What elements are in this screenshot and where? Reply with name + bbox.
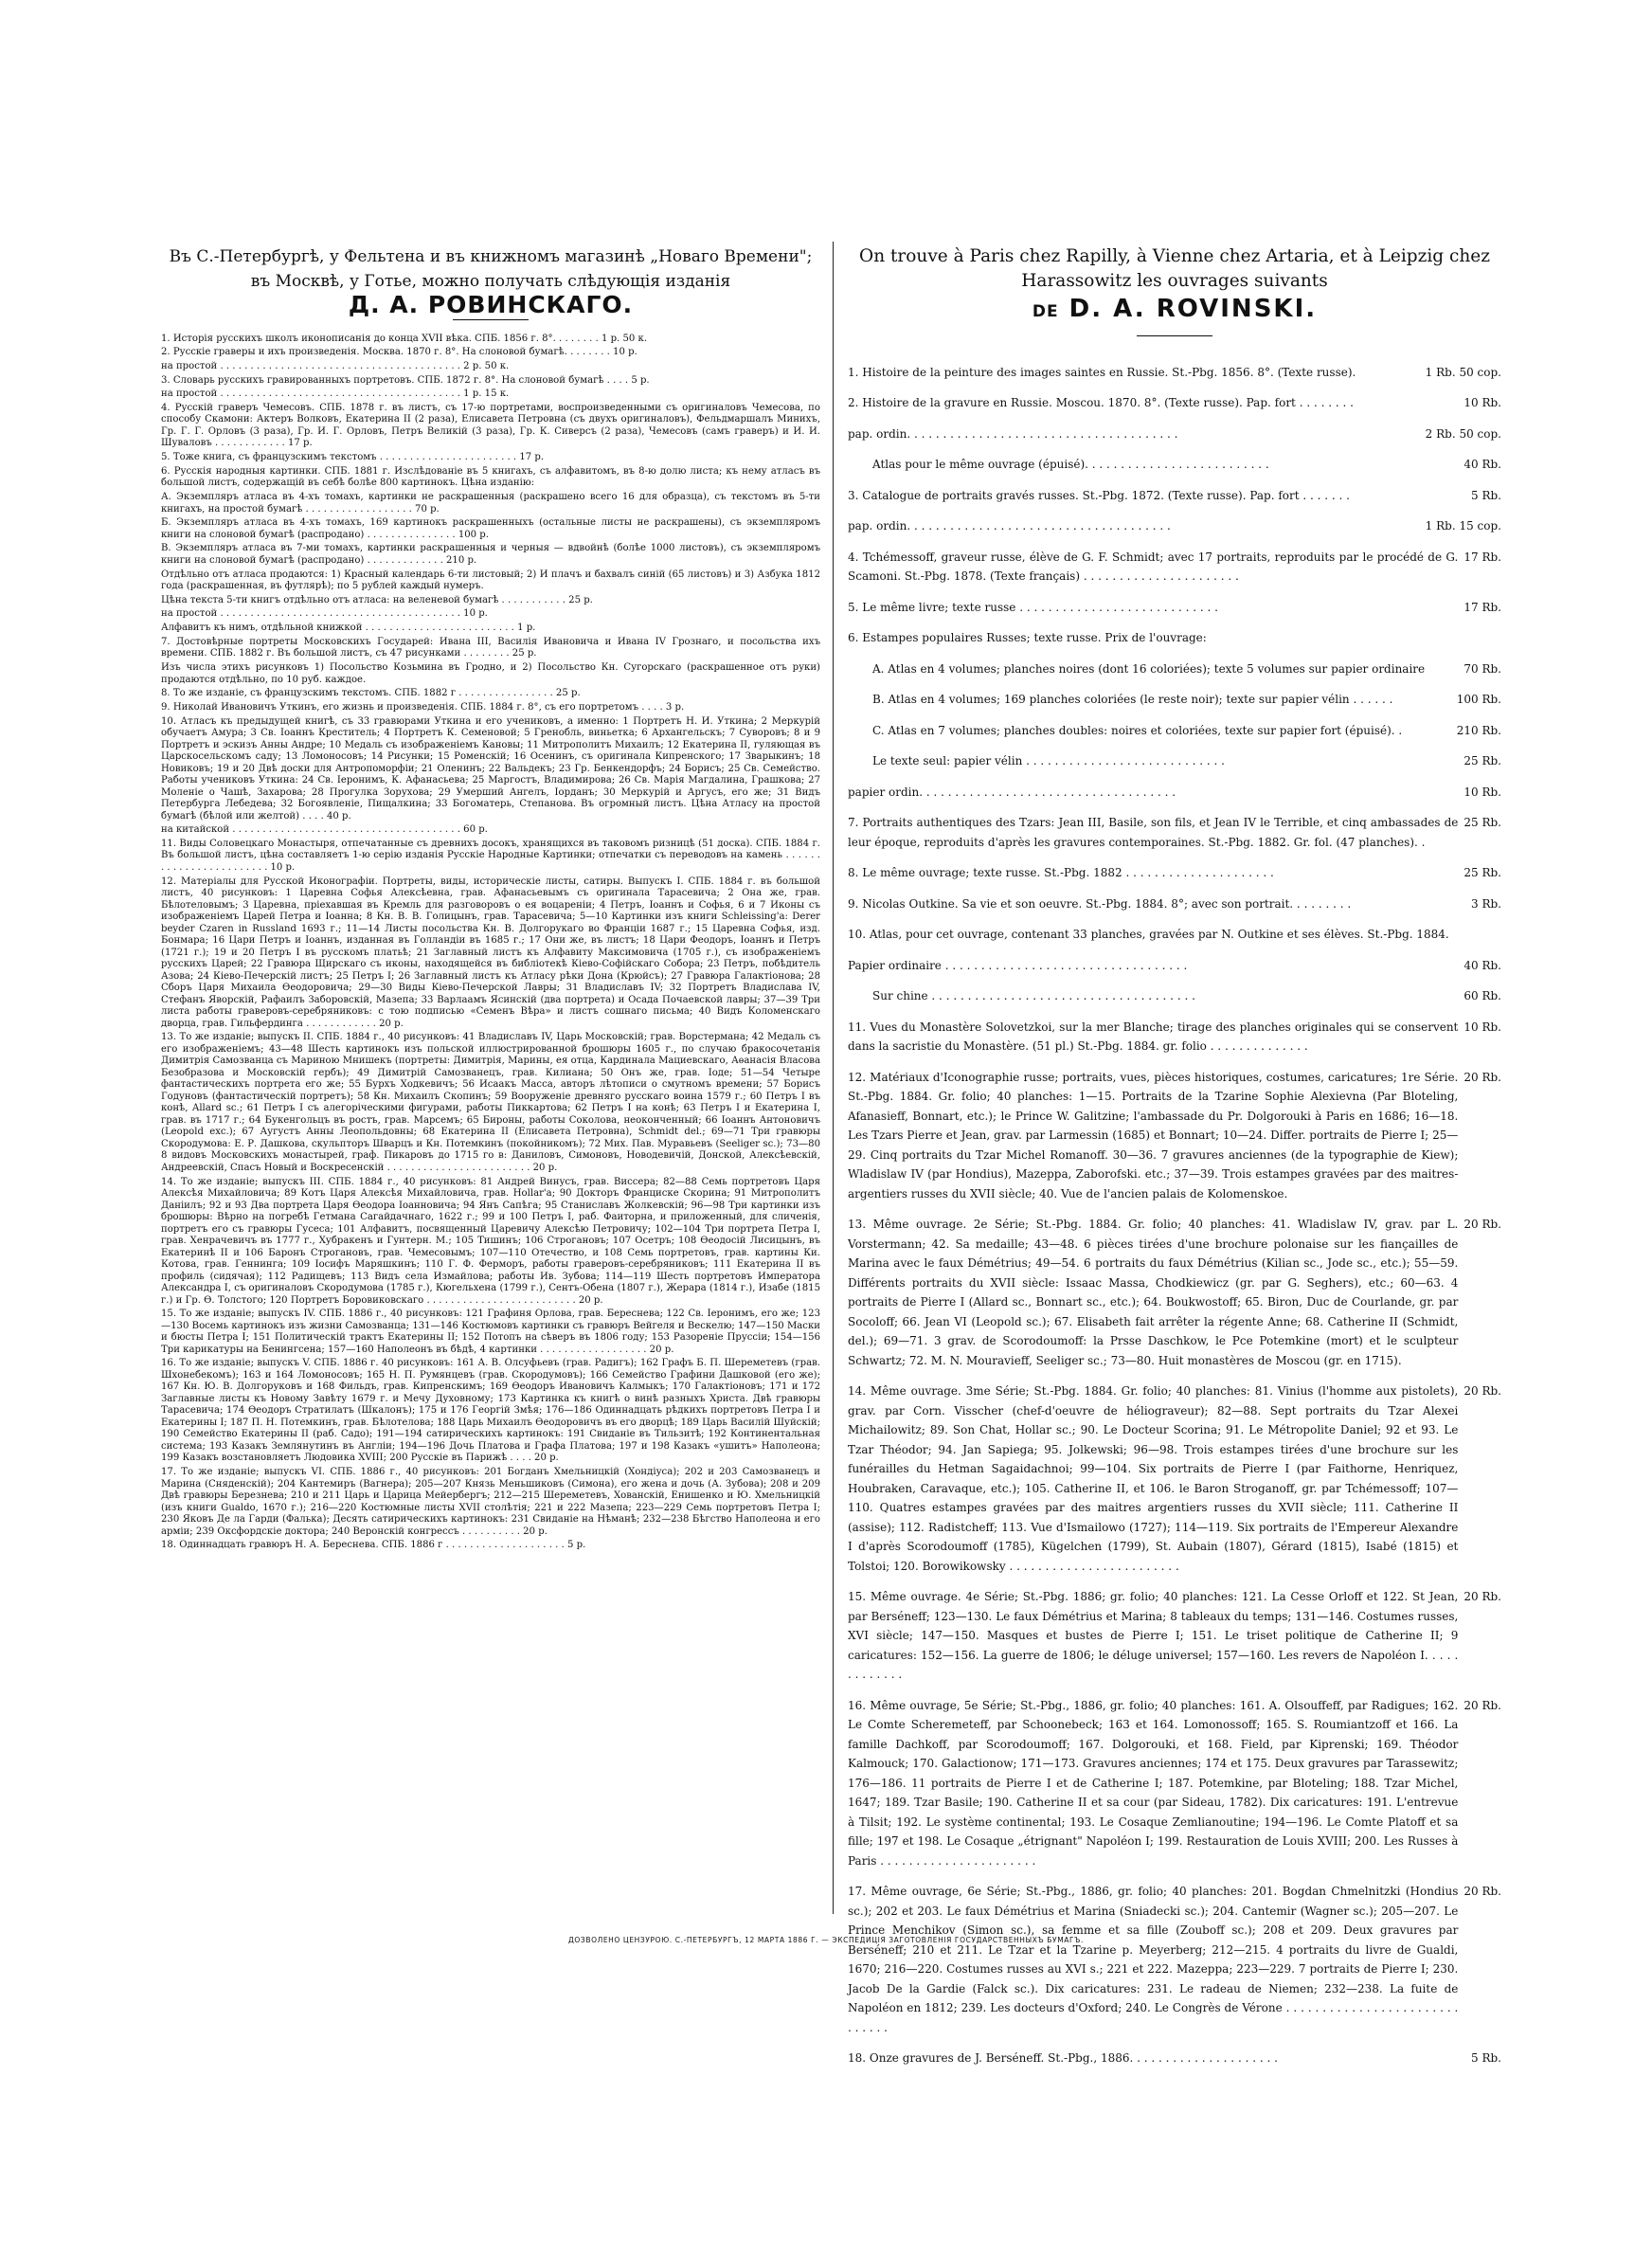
list-item <box>848 751 1501 771</box>
entry-price: 20 Rb. <box>1463 1590 1501 1603</box>
list-item: на простой . . . . . . . . . . . . . . . . . . . . . . . . . . . . . . . . . . . . . . . . 1 р. 15 к. <box>161 388 510 400</box>
list-item <box>848 1068 1501 1204</box>
list-item: 15. То же изданіе; выпускъ IV. СПБ. 1886 г., 40 рисунковъ: 121 Графиня Орлова, грав. Береснева; 122 Св. Іеронимъ, его же; 123—130 Восемь картинокъ изъ жизни Самозванца; 131—146 Костюмовъ картинки съ гравюръ Вейгеля и Вескелю; 147—150 Маски и бюсты Петра I; 151 Политическій трактъ Екатерины II; 152 Потопъ на сѣверъ въ 1806 году; 153 Разореніе Пруссіи; 154—156 Три карикатуры на Бенингсена; 157—160 Наполеонъ въ бѣдѣ, 4 картинки . . . . . . . . . . . . . . . . . . 20 р. <box>161 1309 820 1355</box>
list-item: Б. Экземпляръ атласа въ 4-хъ томахъ, 169 картинокъ раскрашенныхъ (остальные листы не раскрашены), съ экземпляромъ книги на слоновой бумагѣ (распродано) . . . . . . . . . . . . . . . 100 р. <box>161 517 820 540</box>
list-item <box>848 1381 1501 1576</box>
column-divider <box>833 242 834 1914</box>
entry-text: 14. Même ouvrage. 3me Série; St.-Pbg. 1884. Gr. folio; 40 planches: 81. Vinius (l'homme aux pistolets), grav. par Corn. Visscher (chef-d'oeuvre de héliograveur); 82—88. Sept portraits du Tzar Alexei Michailowitz; 89. Son Chat, Hollar sc.; 90. Le Docteur Scorina; 91. Le Métropolite Daniel; 92 et 93. Le Tzar Théodor; 94. Jan Sapiega; 95. Jolkewski; 96—98. Trois estampes tirées d'une brochure sur les funérailles du Hetman Sagaidachnoi; 99—104. Six portraits de Pierre I (par Faithorne, Henriquez, Houbraken, Caravaque, etc.); 105. Catherine II, et 106. le Baron Stroganoff, gr. par Tchémessoff; 107—110. Quatres estampes gravées par des maitres argentiers russes du XVII siècle; 111. Catherine II (assise); 112. Radistcheff; 113. Vue d'Ismailowo (1727); 114—119. Six portraits de l'Empereur Alexandre I d'après Scorodoumoff (1785), Kügelchen (1799), St. Aubain (1807), Gérard (1815), Isabé (1815) et Tolstoi; 120. Borowikowsky . . . . . . . . . . . . . . . . . . . . . . . . <box>848 1384 1459 1573</box>
list-item <box>848 628 1501 648</box>
list-item <box>848 598 1501 618</box>
entry-price: 20 Rb. <box>1463 1885 1501 1898</box>
entry-price: 20 Rb. <box>1463 1698 1501 1712</box>
list-item <box>848 956 1501 976</box>
list-item: Цѣна текста 5-ти книгъ отдѣльно отъ атласа: на веленевой бумагѣ . . . . . . . . . . . 25 р. <box>161 594 593 605</box>
list-item: 1. Исторія русскихъ школъ иконописанія до конца XVII вѣка. СПБ. 1856 г. 8°. . . . . . . . 1 р. 50 к. <box>161 333 648 344</box>
list-item: 16. То же изданіе; выпускъ V. СПБ. 1886 г. 40 рисунковъ: 161 А. В. Олсуфьевъ (грав. Радигъ); 162 Графъ Б. П. Шереметевъ (грав. Шхонебекомъ); 163 и 164 Ломоносовъ; 165 Н. П. Румянцевъ (грав. Скородумовъ); 166 Семейство Графини Дашковой (его же); 167 Кн. Ю. В. Долгоруковъ и 168 Фильдъ, грав. Кипренскимъ; 169 Ѳеодоръ Ивановичъ Калмыкъ; 170 Галактіоновъ; 171 и 172 Заглавные листы къ Новому Завѣту 1679 г. и Мечу Духовному; 173 Картинка къ книгѣ о винѣ разныхъ Христа. Двѣ гравюры Тарасевича; 174 Ѳеодоръ Стратилатъ (Шкалонъ); 175 и 176 Георгій Змѣя; 176—186 Одиннадцать рѣдкихъ портретовъ Петра I и Екатерины I; 187 П. Н. Потемкинъ, грав. Бѣлотелова; 188 Царь Михаилъ Ѳеодоровичъ въ его дворцѣ; 189 Царь Василій Шуйскій; 190 Семейство Екатерины II (раб. Садо); 191—194 сатирическихъ картинокъ: 191 Свиданіе въ Тильзитѣ; 192 Континентальная система; 193 Казакъ Землянутинъ въ Англіи; 194—196 Дочь Платова и Графа Платова; 197 и 198 Казакъ «ушитъ» Наполеона; 199 Казакъ возстановляетъ Людовика XVIII; 200 Русскіе въ Парижѣ . . . . 20 р. <box>161 1358 820 1464</box>
list-item: 14. То же изданіе; выпускъ III. СПБ. 1884 г., 40 рисунковъ: 81 Андрей Винусъ, грав. Виссера; 82—88 Семь портретовъ Царя Алексѣя Михайловича; 89 Котъ Царя Алексѣя Михайловича, грав. Hollar'a; 90 Докторъ Франциске Скорина; 91 Митрополитъ Даніилъ; 92 и 93 Два портрета Царя Ѳеодора Іоанновича; 94 Янъ Сапѣга; 95 Станиславъ Жолкевскій; 96—98 Три картинки изъ брошюры: Вѣрно на погребѣ Гетмана Сагайдачнаго, 1622 г.; 99 и 100 Петръ I, раб. Фаиторна, и приложенный, для сличенія, портретъ его съ гравюры Гусеса; 101 Алфавитъ, посвященный Царевичу Алексѣю Петровичу; 102—104 Три портрета Петра I, грав. Хенрачевичъ въ 1777 г., Хубракенъ и Гунтерн. М.; 105 Тишинъ; 106 Строгановъ; 107 Осетръ; 108 Ѳеодосій Лисицынъ, въ Екатеринѣ II и 106 Баронъ Строгановъ, грав. Чемесовымъ; 107—110 Отечество, и 108 Семь портретовъ, грав. картины Ки. Котова, грав. Геннинга; 109 Іосифъ Маряшкинъ; 110 Г. Ф. Ферморъ, работы граверовъ-серебряниковъ; 111 Екатерина II въ профиль (сидячая); 112 Радищевъ; 113 Видъ села Измайлова; работы Ив. Зубова; 114—119 Шесть портретовъ Императора Александра I, съ оригиналовъ Скородумова (1785 г.), Кюгельхена (1799 г.), Сентъ-Обена (1807 г.), Жерара (1814 г.), Изабе (1815 г.) и Гр. Ѳ. Толстого; 120 Портретъ Боровиковскаго . . . . . . . . . . . . . . . . . . . . . . . . . 20 р. <box>161 1176 820 1306</box>
list-item <box>848 690 1501 710</box>
list-item <box>848 393 1501 413</box>
entry-text: 8. Le même ouvrage; texte russe. St.-Pbg. 1882 . . . . . . . . . . . . . . . . . . . . . <box>848 866 1274 879</box>
entry-price: 70 Rb. <box>1463 661 1501 676</box>
list-item <box>848 813 1501 852</box>
entry-text: 6. Estampes populaires Russes; texte russe. Prix de l'ouvrage: <box>848 631 1207 644</box>
entry-price: 5 Rb. <box>1471 2051 1501 2065</box>
russian-column <box>161 244 820 1554</box>
entry-price: 60 Rb. <box>1463 989 1501 1002</box>
entry-text: 3. Catalogue de portraits gravés russes. St.-Pbg. 1872. (Texte russe). Pap. fort . . . . . . . <box>848 488 1350 502</box>
entry-text: papier ordin. . . . . . . . . . . . . . . . . . . . . . . . . . . . . . . . . . . . <box>848 785 1176 799</box>
list-item: 4. Русскій граверъ Чемесовъ. СПБ. 1878 г. въ листъ, съ 17-ю портретами, воспроизведенными съ оригиналовъ Чемесова, по способу Скамони: Актеръ Волковъ, Екатерина II (2 раза), Елисавета Петровна (съ двухъ оригиналовъ), Фельдмаршалъ Минихъ, Гр. Г. Г. Орловъ (3 раза), Гр. И. Г. Орловъ, Петръ Великій (3 раза), Гр. К. Сиверсъ (2 раза), Чемесовъ (самъ граверъ) и И. И. Шуваловъ . . . . . . . . . . . . 17 р. <box>161 402 820 449</box>
list-item: 3. Словарь русскихъ гравированныхъ портретовъ. СПБ. 1872 г. 8°. На слоновой бумагѣ . . . . 5 р. <box>161 374 650 386</box>
list-item: Алфавитъ къ нимъ, отдѣльной книжкой . . . . . . . . . . . . . . . . . . . . . . . . . 1 р. <box>161 623 536 634</box>
list-item <box>848 455 1501 475</box>
russian-entry-list <box>161 334 820 1552</box>
list-item <box>848 659 1501 679</box>
entry-price: 17 Rb. <box>1463 600 1501 614</box>
russian-author-title: Д. А. РОВИНСКАГО. <box>348 291 634 318</box>
list-item: Изъ числа этихъ рисунковъ 1) Посольство Козьмина въ Гродно, и 2) Посольство Кн. Сугорскаго (раскрашенное отъ руки) продаются отдѣльно, по 10 руб. каждое. <box>161 662 820 685</box>
list-item <box>848 1215 1501 1370</box>
entry-price: 25 Rb. <box>1463 816 1501 829</box>
list-item <box>848 1587 1501 1685</box>
entry-text: 5. Le même livre; texte russe . . . . . . . . . . . . . . . . . . . . . . . . . . . . <box>848 600 1218 614</box>
list-item: на китайской . . . . . . . . . . . . . . . . . . . . . . . . . . . . . . . . . . . . . . 60 р. <box>161 824 488 836</box>
title-prefix: DE <box>1032 302 1059 321</box>
list-item: 5. Тоже книга, съ французскимъ текстомъ . . . . . . . . . . . . . . . . . . . . . . . 17 р. <box>161 452 545 463</box>
entry-text: 18. Onze gravures de J. Berséneff. St.-Pbg., 1886. . . . . . . . . . . . . . . . . . . . . <box>848 2051 1278 2065</box>
entry-price: 5 Rb. <box>1471 488 1501 502</box>
entry-price: 40 Rb. <box>1463 458 1501 471</box>
entry-price: 2 Rb. 50 cop. <box>1425 426 1501 441</box>
entry-text: 7. Portraits authentiques des Tzars: Jean III, Basile, son fils, et Jean IV le Terrible, et cinq ambassades de leur époque, reproduits d'après les gravures contemporaines. St.-Pbg. 1882. Gr. fol. (47 planches). . <box>848 816 1459 849</box>
entry-price: 25 Rb. <box>1463 866 1501 879</box>
entry-text: C. Atlas en 7 volumes; planches doubles: noires et coloriées, texte sur papier fort (épuisé). . <box>872 723 1403 737</box>
entry-price: 20 Rb. <box>1463 1384 1501 1398</box>
entry-text: Atlas pour le même ouvrage (épuisé). . . . . . . . . . . . . . . . . . . . . . . . . . <box>872 458 1269 471</box>
list-item: на простой . . . . . . . . . . . . . . . . . . . . . . . . . . . . . . . . . . . . . . . . 10 р. <box>161 608 488 620</box>
list-item <box>848 516 1501 536</box>
entry-text: 15. Même ouvrage. 4e Série; St.-Pbg. 1886; gr. folio; 40 planches: 121. La Cesse Orloff et 122. St Jean, par Berséneff; 123—130. Le faux Démétrius et Marina; 8 tableaux du temps; 131—146. Costumes russes, XVI siècle; 147—150. Masques et bustes de Pierre I; 151. Le triset politique de Catherine II; 9 caricatures: 152—156. La guerre de 1806; le déluge universel; 157—160. Les revers de Napoléon I. . . . . . . . . . . . . <box>848 1590 1459 1681</box>
list-item <box>848 986 1501 1006</box>
list-item: на простой . . . . . . . . . . . . . . . . . . . . . . . . . . . . . . . . . . . . . . . . 2 р. 50 к. <box>161 360 510 371</box>
list-item <box>848 424 1501 444</box>
list-item: 7. Достовѣрные портреты Московскихъ Государей: Ивана III, Василія Ивановича и Ивана IV Грознаго, и посольства ихъ времени. СПБ. 1882 г. Въ большой листъ, съ 47 рисунками . . . . . . . . 25 р. <box>161 636 820 659</box>
list-item: 11. Виды Соловецкаго Монастыря, отпечатанные съ древнихъ досокъ, хранящихся въ таковомъ ризницѣ (51 доска). СПБ. 1884 г. Въ большой листъ, цѣна составляетъ 1-ю серію изданія Русскіе Народные Картинки; отпечатки съ переводовъ на камень . . . . . . . . . . . . . . . . . . . . . . . . 10 р. <box>161 838 820 873</box>
entry-price: 1 Rb. 50 cop. <box>1425 365 1501 379</box>
list-item: 8. То же изданіе, съ французскимъ текстомъ. СПБ. 1882 г . . . . . . . . . . . . . . . . 25 р. <box>161 688 581 699</box>
entry-text: 13. Même ouvrage. 2e Série; St.-Pbg. 1884. Gr. folio; 40 planches: 41. Wladislaw IV, grav. par L. Vorstermann; 42. Sa medaille; 43—48. 6 pièces tirées d'une brochure polonaise sur les fiançailles de Marina avec le faux Démétrius; 49—54. 6 portraits du faux Démétrius (Kilian sc., Jode sc., etc.); 55—59. Différents portraits du XVII siècle: Issaac Massa, Chodkiewicz (gr. par G. Seghers), etc.; 60—63. 4 portraits de Pierre I (Allard sc., Bonnart sc., etc.); 64. Boukwostoff; 65. Biron, Duc de Courlande, gr. par Socoloff; 66. Jean VI (Leopold sc.); 67. Elisabeth fait arrêter la régente Anne; 68. Catherine II (Schmidt, del.); 69—71. 3 grav. de Scorodoumoff: la Prsse Daschkow, le Pce Potemkine (mort) et le sculpteur Schwartz; 72. M. N. Mouravieff, Seeliger sc.; 73—80. Huit monastères de Moscou (gr. en 1715). <box>848 1218 1459 1367</box>
entry-price: 10 Rb. <box>1463 785 1501 799</box>
entry-text: 17. Même ouvrage, 6e Série; St.-Pbg., 1886, gr. folio; 40 planches: 201. Bogdan Chmelnitzki (Hondius sc.); 202 et 203. Le faux Démétrius et Marina (Sniadecki sc.); 204. Cantemir (Wagner sc.); 205—207. Le Prince Menchikov (Simon sc.), sa femme et sa fille (Zouboff sc.); 208 et 209. Deux gravures par Berséneff; 210 et 211. Le Tzar et la Tzarine p. Meyerberg; 212—215. 4 portraits du livre de Gualdi, 1670; 216—220. Costumes russes au XVI s.; 221 et 222. Mazeppa; 223—229. 7 portraits de Pierre I; 230. Jacob De la Gardie (Falck sc.). Dix caricatures: 231. Le radeau de Niemen; 232—238. La fuite de Napoléon en 1812; 239. Les docteurs d'Oxford; 240. Le Congrès de Vérone . . . . . . . . . . . . . . . . . . . . . . . . . . . . . . <box>848 1885 1459 2034</box>
entry-text: A. Atlas en 4 volumes; planches noires (dont 16 coloriées); texte 5 volumes sur papier ordinaire <box>872 661 1426 676</box>
entry-text: Papier ordinaire . . . . . . . . . . . . . . . . . . . . . . . . . . . . . . . . . . <box>848 958 1188 972</box>
list-item: 13. То же изданіе; выпускъ II. СПБ. 1884 г., 40 рисунковъ: 41 Владиславъ IV, Царь Московскій; грав. Ворстермана; 42 Медаль съ его изображеніемъ; 43—48 Шесть картинокъ изъ польской иллюстрированной брошюры 1605 г., по случаю бракосочетанія Димитрія Самозванца съ Мариною Мнишекъ (портреты: Димитрія, Марины, ея отца, Кардинала Мациевскаго, Аѳанасія Власова Безобразова и Московскій гербъ); 49 Димитрій Самозванецъ, грав. Килиана; 50 Онъ же, грав. Іоде; 51—54 Четыре фантастическихъ портрета его же; 55 Бурхъ Ходкевичъ; 56 Исаакъ Масса, авторъ лѣтописи о смутномъ времени; 57 Борисъ Годуновъ (фантастическій портретъ); 58 Кн. Михаилъ Скопинъ; 59 Вооруженіе древняго русскаго воина 1579 г.; 60 Петръ I въ конѣ, Allard sc.; 61 Петръ I съ алегоріческими фигурами, работы Пиккартова; 62 Петръ I на конѣ; 63 Петръ I и Екатерина I, грав. въ 1717 г.; 64 Букенгольцъ въ ростъ, грав. Марсемъ; 65 Бироны, работы Соколова, неоконченный; 66 Іоаннъ Антоновичъ (Leopold exc.); 67 Аугустъ Анны Леопольдовны; 68 Екатерина II (Елисавета Петровна), Schmidt del.; 69—71 Три гравюры Скородумова: Е. Р. Дашкова, скульпторъ Шварцъ и Кн. Потемкинъ (покойникомъ); 72 Мих. Пав. Муравьевъ (Seeliger sc.); 73—80 8 видовъ Московскихъ монастырей, граф. Пикаровъ до 1715 го в: Даниловъ, Симоновъ, Новодевичій, Донской, Алексѣевскій, Андреевскій, Спасъ Новый и Воскресенскій . . . . . . . . . . . . . . . . . . . . . . . . 20 р. <box>161 1032 820 1173</box>
list-item: Отдѣльно отъ атласа продаются: 1) Красный календарь 6-ти листовый; 2) И плачъ и бахвалъ синій (65 листовъ) и 3) Азбука 1812 года (раскрашенная, въ футлярѣ); по 5 рублей каждый нумеръ. <box>161 569 820 592</box>
entry-text: 9. Nicolas Outkine. Sa vie et son oeuvre. St.-Pbg. 1884. 8°; avec son portrait. . . . . . . . . <box>848 896 1352 911</box>
title-divider <box>1137 335 1212 336</box>
entry-price: 100 Rb. <box>1456 693 1501 706</box>
entry-text: 10. Atlas, pour cet ouvrage, contenant 33 planches, gravées par N. Outkine et ses élèves. St.-Pbg. 1884. <box>848 928 1449 941</box>
list-item <box>848 783 1501 803</box>
entry-text: 1. Histoire de la peinture des images saintes en Russie. St.-Pbg. 1856. 8°. (Texte russe). <box>848 365 1356 379</box>
french-header: On trouve à Paris chez Rapilly, à Vienne chez Artaria, et à Leipzig chez Harassowitz les ouvrages suivants <box>859 246 1490 291</box>
title-divider <box>453 319 529 320</box>
title-name: D. A. ROVINSKI. <box>1068 295 1318 323</box>
list-item: 12. Матеріалы для Русской Иконографіи. Портреты, виды, историческіе листы, сатиры. Выпускъ I. СПБ. 1884 г. въ большой листъ, 40 рисунковъ: 1 Царевна Софья Алексѣевна, грав. Афанасьевымъ съ оригинала Тарасевича; 2 Она же, грав. Бѣлотеловымъ; 3 Царевна, пріехавшая въ Кремль для разговоровъ о ея воцареніи; 4 Петръ, Іоаннъ и Софья, 6 и 7 Иконы съ изображеніемъ Царей Петра и Іоанна; 8 Кн. В. В. Голицынъ, грав. Тарасевича; 5—10 Картинки изъ книги Schleissing'a: Derer beyder Czaren in Russland 1693 г.; 11—14 Листы посольства Кн. В. Долгорукаго во Франціи 1687 г.; 15 Царевна Софья, изд. Бонмара; 16 Цари Петръ и Іоаннъ, изданная въ Голландіи въ 1685 г.; 17 Они же, въ листъ; 18 Цари Феодоръ, Іоаннъ и Петръ (1721 г.); 19 и 20 Петръ I въ русскомъ платьѣ; 21 Заглавный листъ къ Алфавиту Максимовича (1705 г.), съ изображеніемъ русскихъ Царей; 22 Гравюра Щирскаго съ иконы, находящейся въ библіотекѣ Кіево-Софійскаго Собора; 23 Петръ, побѣдитель Азова; 24 Кіево-Печерскій листъ; 25 Петръ I; 26 Заглавный листъ къ Атласу рѣки Дона (Крюйсъ); 27 Гравюра Галактіонова; 28 Сборъ Царя Михаила Ѳеодоровича; 29—30 Виды Кіево-Печерской Лавры; 31 Владиславъ IV; 32 Портретъ Владислава IV, Стефанъ Яворскій, Рафаилъ Заборовскій, Мазепа; 33 Варлаамъ Ясинскій (два портрета) и Осада Почаевской лавры; 37—39 Три листа работы граверовъ-серебряниковъ: с тою подписью «Семенъ Вѣра» и листъ сошнаго письма; 40 Видъ Коломенскаго дворца, грав. Гильфердинга . . . . . . . . . . . . 20 р. <box>161 876 820 1029</box>
entry-price: 40 Rb. <box>1463 958 1501 972</box>
list-item: 9. Николай Ивановичъ Уткинъ, его жизнь и произведенія. СПБ. 1884 г. 8°, съ его портретомъ . . . . 3 р. <box>161 701 685 713</box>
french-entry-list <box>848 363 1501 2068</box>
french-column <box>848 244 1501 2080</box>
entry-text: 12. Matériaux d'Iconographie russe; portraits, vues, pièces historiques, costumes, caricatures; 1re Série. St.-Pbg. 1884. Gr. folio; 40 planches: 1—15. Portraits de la Tzarine Sophie Alexievna (Par Bloteling, Afanasieff, Bonnart, etc.); le Prince W. Galitzine; l'ambassade du Pr. Dolgorouki à Paris en 1686; 16—18. Les Tzars Pierre et Jean, grav. par Larmessin (1685) et Bonnart; 10—24. Differ. portraits de Pierre I; 25—29. Cinq portraits du Tzar Michel Romanoff. 30—36. 7 gravures anciennes (de la typographie de Kiew); Wladislaw IV (par Hondius), Mazeppa, Zaborofski. etc.; 37—39. Trois estampes gravées par des maitres-argentiers russes du XVII siècle; 40. Vue de l'ancien palais de Kolomenskoe. <box>848 1070 1459 1201</box>
list-item <box>848 894 1501 914</box>
entry-text: 4. Tchémessoff, graveur russe, élève de G. F. Schmidt; avec 17 portraits, reproduits par le procédé de G. Scamoni. St.-Pbg. 1878. (Texte français) . . . . . . . . . . . . . . . . . . . . . . <box>848 550 1459 583</box>
list-item <box>848 1882 1501 2037</box>
list-item: 17. То же изданіе; выпускъ VI. СПБ. 1886 г., 40 рисунковъ: 201 Богданъ Хмельницкій (Хондіуса); 202 и 203 Самозванецъ и Марина (Сняденскій); 204 Кантемиръ (Вагнера); 205—207 Князь Меньшиковъ (Симона), его жена и дочь (А. Зубова); 208 и 209 Двѣ гравюры Березнева; 210 и 211 Царь и Царица Мейербергъ; 212—215 Шереметевъ, Хованскій, Енишенко и Ю. Хмельницкій (изъ книги Gualdo, 1670 г.); 216—220 Костюмные листы XVII столѣтія; 221 и 222 Мазепа; 223—229 Семь портретовъ Петра I; 230 Яковъ Де ла Гарди (Фалька); Десять сатирическихъ картинокъ: 231 Свиданіе на Нѣманѣ; 232—238 Бѣгство Наполеона и его арміи; 239 Оксфордскіе доктора; 240 Веронскій конгрессъ . . . . . . . . . . 20 р. <box>161 1467 820 1537</box>
entry-text: Sur chine . . . . . . . . . . . . . . . . . . . . . . . . . . . . . . . . . . . . . <box>872 989 1195 1002</box>
list-item <box>848 721 1501 741</box>
entry-price: 210 Rb. <box>1456 723 1501 737</box>
list-item <box>848 486 1501 506</box>
censorship-footer: ДОЗВОЛЕНО ЦЕНЗУРОЮ. С.-ПЕТЕРБУРГЪ, 12 МАРТА 1886 Г. — ЭКСПЕДИЦІЯ ЗАГОТОВЛЕНІЯ ГОСУДАРСТВЕННЫХЪ БУМАГЪ. <box>567 1936 1085 1944</box>
list-item: 10. Атласъ къ предыдущей книгѣ, съ 33 гравюрами Уткина и его учениковъ, а именно: 1 Портретъ Н. И. Уткина; 2 Меркурій обучаетъ Амура; 3 Св. Іоаннъ Креститель; 4 Портретъ К. Семеновой; 5 Гренобль, виньетка; 6 Архангельскъ; 7 Суворовъ; 8 и 9 Портретъ и эскизъ Анны Андре; 10 Медаль съ изображеніемъ Кановы; 11 Митрополитъ Михаилъ; 12 Екатерина II, гуляющая въ Царскосельскомъ саду; 13 Ломоносовъ; 14 Рисунки; 15 Роменскій; 16 Осенинъ, съ оригинала Кипренского; 17 Зварыкинъ; 18 Новиковъ; 19 и 20 Двѣ доски для Антропоморфіи; 21 Оленинъ; 22 Вальдекъ; 23 Гр. Бенкендорфъ; 24 Борисъ; 25 Св. Семейство. Работы учениковъ Уткина: 24 Св. Іеронимъ, К. Афанасьева; 25 Маргостъ, Владимирова; 26 Св. Марія Магдалина, Грашкова; 27 Моленіе о Чашѣ, Захарова; 28 Прогулка Зорухова; 29 Умерший Ангелъ, Іорданъ; 30 Меркурій и Аргусъ, его же; 31 Видъ Петербурга Лебедева; 32 Богоявленіе, Пищалкина; 33 Богоматерь, Степанова. Въ огромный листъ. Цѣна Атласу на простой бумагѣ (бѣлой или желтой) . . . . 40 р. <box>161 715 820 822</box>
list-item <box>848 548 1501 587</box>
entry-text: 2. Histoire de la gravure en Russie. Moscou. 1870. 8°. (Texte russe). Pap. fort . . . . . . . . <box>848 396 1354 409</box>
entry-text: 11. Vues du Monastère Solovetzkoi, sur la mer Blanche; tirage des planches originales qui se conservent dans la sacristie du Monastère. (51 pl.) St.-Pbg. 1884. gr. folio . . . . . . . . . . . . . . <box>848 1020 1459 1053</box>
list-item <box>848 1018 1501 1056</box>
entry-price: 17 Rb. <box>1463 550 1501 564</box>
entry-text: pap. ordin. . . . . . . . . . . . . . . . . . . . . . . . . . . . . . . . . . . . . <box>848 519 1171 533</box>
list-item <box>848 1696 1501 1871</box>
entry-text: pap. ordin. . . . . . . . . . . . . . . . . . . . . . . . . . . . . . . . . . . . . . <box>848 426 1178 441</box>
list-item: 18. Одиннадцать гравюръ Н. А. Береснева. СПБ. 1886 г . . . . . . . . . . . . . . . . . . . . 5 р. <box>161 1540 586 1551</box>
entry-text: B. Atlas en 4 volumes; 169 planches coloriées (le reste noir); texte sur papier vélin . . . . . . <box>872 693 1393 706</box>
list-item: В. Экземпляръ атласа въ 7-ми томахъ, картинки раскрашенныя и черныя — вдвойнѣ (болѣе 1000 листовъ), съ экземпляромъ книги на слоновой бумагѣ (распродано) . . . . . . . . . . . . . 210 р. <box>161 543 820 566</box>
list-item: А. Экземпляръ атласа въ 4-хъ томахъ, картинки не раскрашенныя (раскрашено всего 16 для образца), съ текстомъ въ 5-ти книгахъ, на простой бумагѣ . . . . . . . . . . . . . . . . . . 70 р. <box>161 492 820 515</box>
entry-price: 20 Rb. <box>1463 1218 1501 1231</box>
entry-price: 1 Rb. 15 cop. <box>1425 519 1501 533</box>
entry-price: 10 Rb. <box>1463 396 1501 409</box>
entry-text: 16. Même ouvrage, 5e Série; St.-Pbg., 1886, gr. folio; 40 planches: 161. A. Olsouffeff, par Radigues; 162. Le Comte Scheremeteff, par Schoonebeck; 163 et 164. Lomonossoff; 165. S. Roumiantzoff et 166. La famille Dachkoff, par Scorodoumoff; 167. Dolgorouki, et 168. Field, par Kiprenski; 169. Théodor Kalmouck; 170. Galactionow; 171—173. Gravures anciennes; 174 et 175. Deux gravures par Tarassewitz; 176—186. 11 portraits de Pierre I et de Catherine I; 187. Potemkine, par Bloteling; 188. Tzar Michel, 1647; 189. Tzar Basile; 190. Catherine II et sa cour (par Sideau, 1782). Dix caricatures: 191. L'entrevue à Tilsit; 192. Le système continental; 193. Le Cosaque Zemlianoutine; 194—196. Le Comte Platoff et sa fille; 197 et 198. Le Cosaque „étrignant" Napoléon I; 199. Restauration de Louis XVIII; 200. Les Russes à Paris . . . . . . . . . . . . . . . . . . . . . . <box>848 1698 1459 1868</box>
entry-price: 20 Rb. <box>1463 1070 1501 1084</box>
french-author-title <box>848 295 1501 323</box>
russian-header: Въ С.-Петербургѣ, у Фельтена и въ книжномъ магазинѣ „Новаго Времени"; въ Москвѣ, у Готье, можно получать слѣдующія изданія <box>169 247 813 291</box>
entry-price: 3 Rb. <box>1471 896 1501 911</box>
list-item <box>848 863 1501 883</box>
list-item <box>848 2049 1501 2068</box>
list-item <box>848 925 1501 945</box>
list-item: 6. Русскія народныя картинки. СПБ. 1881 г. Изслѣдованіе въ 5 книгахъ, съ алфавитомъ, въ 8-ю долю листа; къ нему атласъ въ большой листъ, содержащій въ себѣ болѣе 800 картинокъ. Цѣна изданію: <box>161 465 820 489</box>
list-item <box>848 363 1501 383</box>
list-item: 2. Русскіе граверы и ихъ произведенія. Москва. 1870 г. 8°. На слоновой бумагѣ. . . . . . . . 10 р. <box>161 347 637 358</box>
entry-price: 25 Rb. <box>1463 754 1501 767</box>
entry-price: 10 Rb. <box>1463 1020 1501 1034</box>
entry-text: Le texte seul: papier vélin . . . . . . . . . . . . . . . . . . . . . . . . . . . . <box>872 754 1225 767</box>
